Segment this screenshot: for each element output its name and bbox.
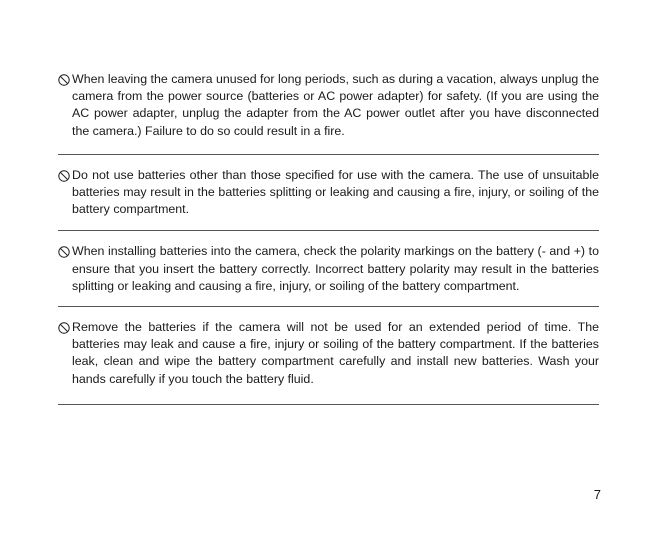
warning-item — [58, 167, 599, 219]
warning-item — [58, 71, 599, 140]
prohibit-icon — [58, 74, 70, 86]
prohibit-icon — [58, 322, 70, 334]
warning-text: Remove the batteries if the camera will not be used for an extended period of time. The batteries may leak and cause a fire, injury or soiling of the battery compartment. If the batteries leak, clean and wipe the battery compartment carefully and install new batteries. Wash your hands carefully if you touch the battery fluid. — [72, 320, 599, 386]
divider — [58, 404, 599, 405]
warning-text: Do not use batteries other than those specified for use with the camera. The use of unsuitable batteries may result in the batteries splitting or leaking and causing a fire, injury, or soiling of the battery compartment. — [72, 167, 599, 217]
prohibit-icon — [58, 170, 70, 182]
divider — [58, 230, 599, 231]
divider — [58, 306, 599, 307]
divider — [58, 154, 599, 155]
warning-item — [58, 319, 599, 388]
prohibit-icon — [58, 246, 70, 258]
warning-list — [58, 71, 599, 405]
warning-text: When leaving the camera unused for long periods, such as during a vacation, always unplug the camera from the power source (batteries or AC power adapter) for safety. (If you are using the AC power adapter, unplug the adapter from the AC power outlet after you have disconnected the camera.) Failure to do so could result in a fire. — [72, 72, 599, 138]
warning-text: When installing batteries into the camera, check the polarity markings on the battery (- and +) to ensure that you insert the battery correctly. Incorrect battery polarity may result in the batteries splitting or leaking and causing a fire, injury, or soiling of the battery compartment. — [72, 244, 599, 293]
warning-item — [58, 243, 599, 295]
page-number: 7 — [593, 487, 601, 502]
